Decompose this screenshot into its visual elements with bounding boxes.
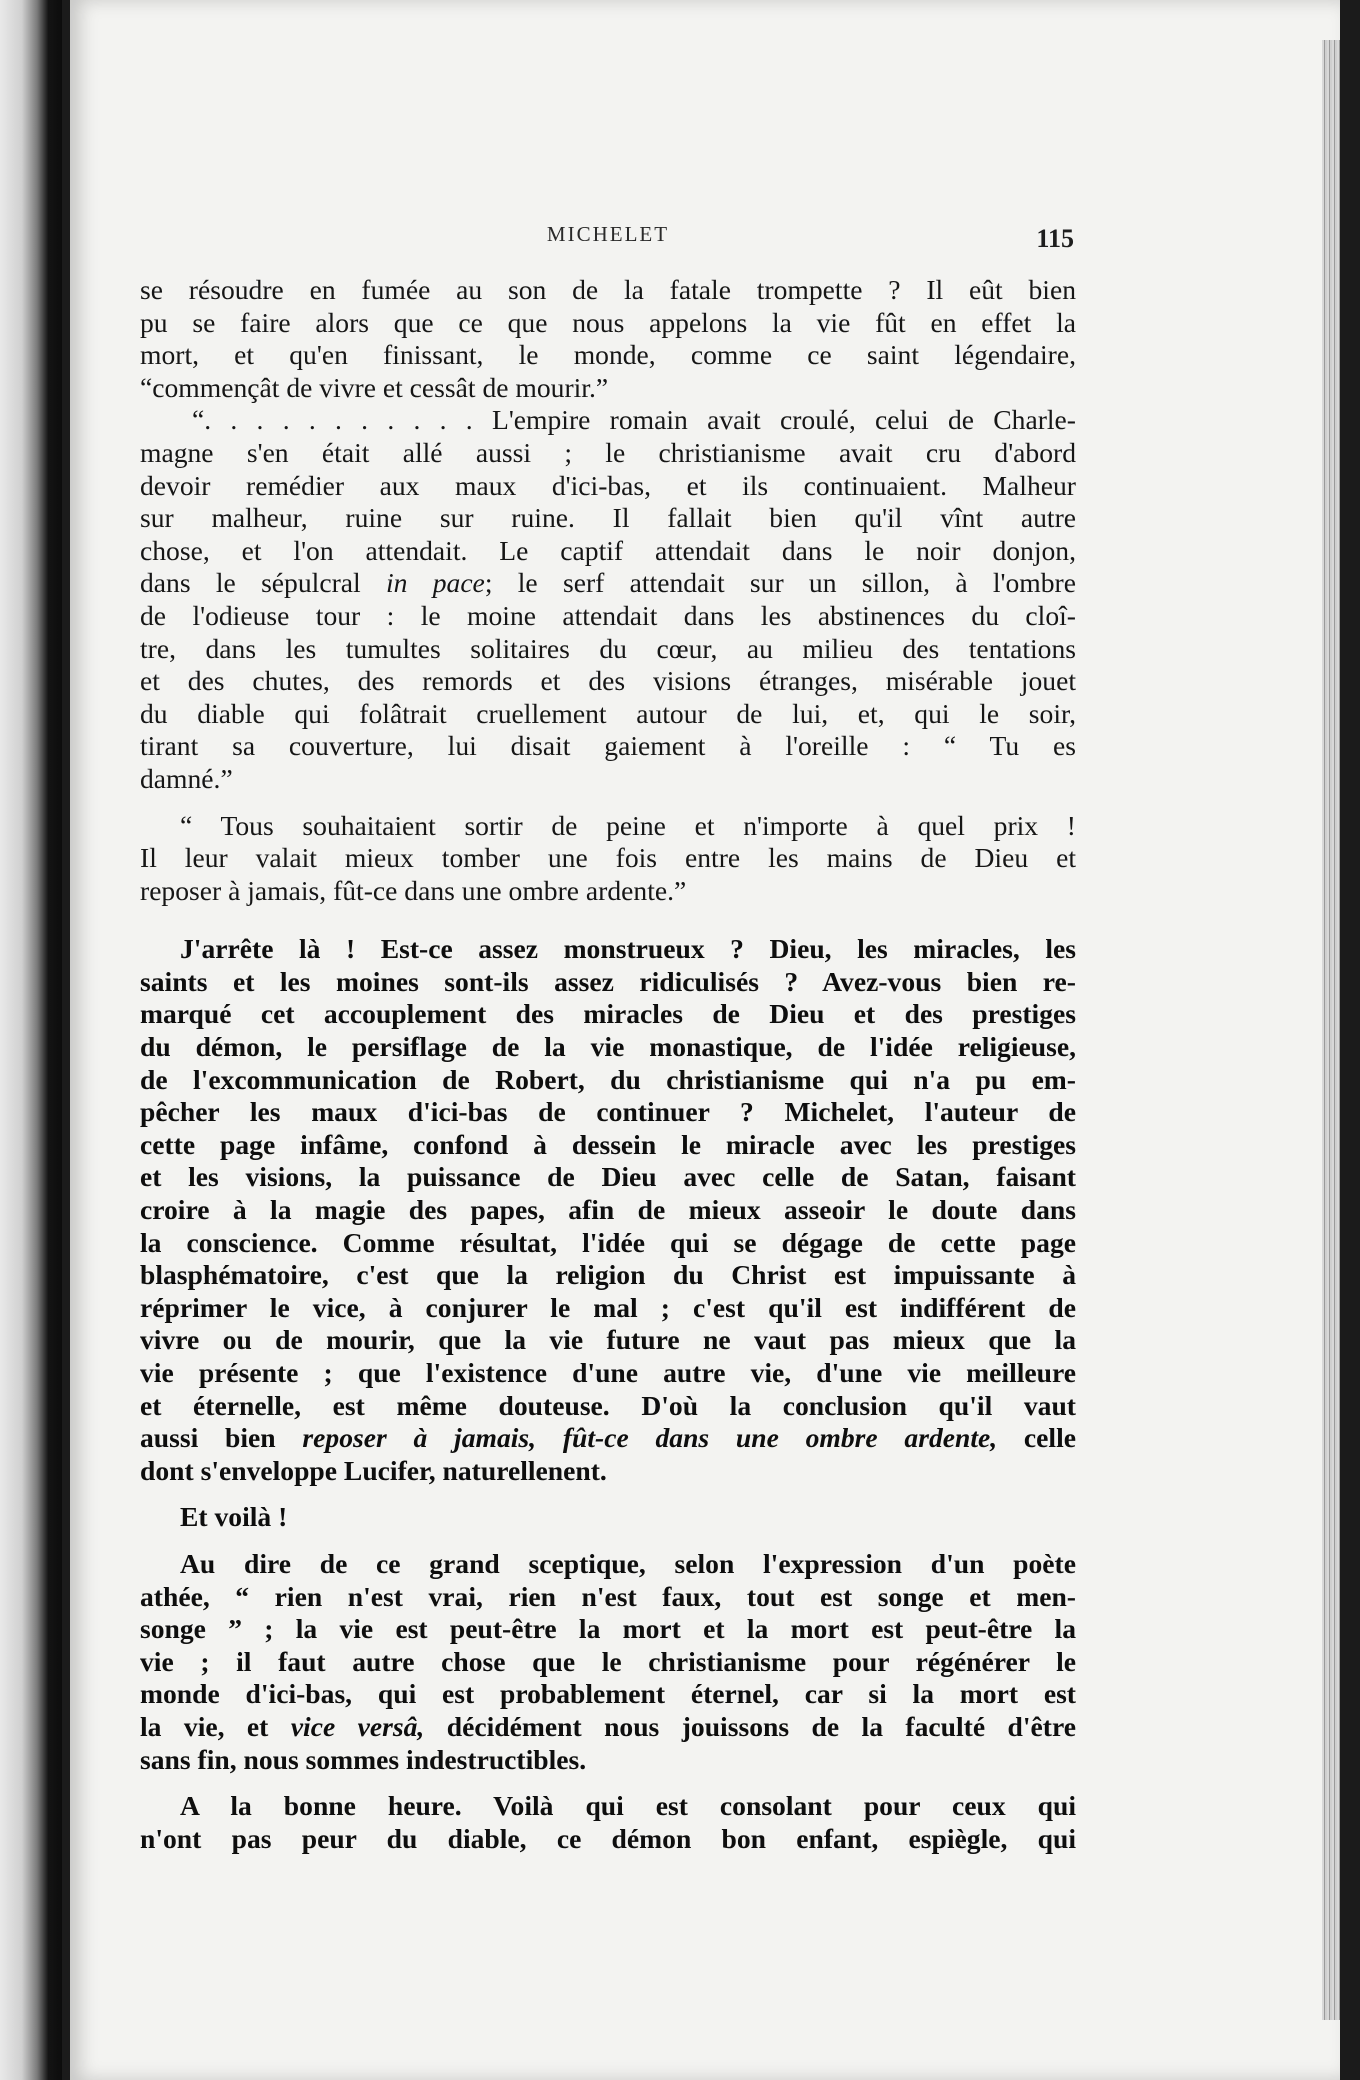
text-line: magne s'en était allé aussi ; le christianisme avait cru d'abord — [140, 436, 1076, 468]
text-line: du diable qui folâtrait cruellement autour de lui, et, qui le soir, — [140, 697, 1076, 729]
text-line: se résoudre en fumée au son de la fatale trompette ? Il eût bien — [140, 274, 1076, 305]
text-line: songe ” ; la vie est peut-être la mort et la mort est peut-être la — [140, 1613, 1076, 1645]
text-line: et les visions, la puissance de Dieu avec celle de Satan, faisant — [140, 1161, 1076, 1193]
text-fragment: celle — [1023, 1422, 1076, 1454]
text-line: blasphématoire, c'est que la religion du Christ est impuissante à — [140, 1259, 1076, 1291]
text-line: pêcher les maux d'ici-bas de continuer ? Michelet, l'auteur de — [140, 1096, 1076, 1128]
text-fragment: la vie, et — [140, 1710, 269, 1742]
text-line: réprimer le vice, à conjurer le mal ; c'est qu'il est indifférent de — [140, 1291, 1076, 1323]
text-line: Au dire de ce grand sceptique, selon l'expression d'un poète — [180, 1547, 1076, 1579]
quote-continuation — [140, 274, 1076, 404]
text-line: sur malheur, ruine sur ruine. Il fallait bien qu'il vînt autre — [140, 502, 1076, 534]
text-line: sans fin, nous sommes indestructibles. — [140, 1743, 587, 1775]
text-line: vie présente ; que l'existence d'une autre vie, d'une vie meilleure — [140, 1357, 1076, 1388]
text-line: vivre ou de mourir, que la vie future ne vaut pas mieux que la — [140, 1324, 1076, 1356]
page-body — [140, 274, 1076, 1855]
text-line — [140, 1422, 1076, 1455]
page-fore-edge — [1322, 40, 1340, 2020]
text-fragment: dans le sépulcral — [140, 567, 361, 599]
book-gutter — [0, 0, 62, 2080]
text-line: “. . . . . . . . . . . L'empire romain avait croulé, celui de Charle- — [192, 404, 1076, 436]
text-line: saints et les moines sont-ils assez ridiculisés ? Avez-vous bien re- — [140, 965, 1076, 997]
text-fragment: aussi bien — [140, 1422, 276, 1454]
text-line: cette page infâme, confond à dessein le miracle avec les prestiges — [140, 1128, 1076, 1160]
text-line: A la bonne heure. Voilà qui est consolant pour ceux qui — [180, 1790, 1076, 1822]
text-line: tre, dans les tumultes solitaires du cœur, au milieu des tentations — [140, 632, 1076, 664]
paragraph — [140, 1501, 1076, 1534]
text-line — [140, 1711, 1076, 1744]
paragraph — [140, 933, 1076, 1487]
text-line: Il leur valait mieux tomber une fois entre les mains de Dieu et — [140, 842, 1076, 874]
italic-fragment: reposer à jamais, fût-ce dans une ombre ardente, — [302, 1422, 998, 1454]
text-line: la conscience. Comme résultat, l'idée qui se dégage de cette page — [140, 1226, 1076, 1258]
italic-fragment: vice versâ, — [290, 1710, 425, 1742]
text-line: du démon, le persiflage de la vie monastique, de l'idée religieuse, — [140, 1031, 1076, 1063]
italic-fragment: in pace — [385, 567, 485, 599]
text-line: et éternelle, est même douteuse. D'où la conclusion qu'il vaut — [140, 1389, 1076, 1421]
page-header — [142, 222, 1074, 262]
text-line: reposer à jamais, fût-ce dans une ombre ardente.” — [140, 874, 687, 906]
paragraph — [140, 1790, 1076, 1855]
text-line — [140, 567, 1076, 600]
quoted-passage — [140, 810, 1076, 908]
text-line: devoir remédier aux maux d'ici-bas, et ils continuaient. Malheur — [140, 469, 1076, 501]
text-line: athée, “ rien n'est vrai, rien n'est faux, tout est songe et men- — [140, 1580, 1076, 1612]
text-line: de l'excommunication de Robert, du christianisme qui n'a pu em- — [140, 1063, 1076, 1095]
text-line: et des chutes, des remords et des visions étranges, misérable jouet — [140, 665, 1076, 697]
text-line: de l'odieuse tour : le moine attendait dans les abstinences du cloî- — [140, 599, 1076, 631]
page-number: 115 — [1036, 224, 1074, 253]
running-head: MICHELET — [546, 222, 670, 246]
text-line: tirant sa couverture, lui disait gaiement à l'oreille : “ Tu es — [140, 730, 1076, 762]
text-line: monde d'ici-bas, qui est probablement éternel, car si la mort est — [140, 1678, 1076, 1710]
quoted-passage — [140, 404, 1076, 795]
text-line: damné.” — [140, 762, 233, 794]
text-line: “ Tous souhaitaient sortir de peine et n'importe à quel prix ! — [180, 809, 1076, 841]
text-fragment: ; le serf attendait sur un sillon, à l'ombre — [484, 567, 1076, 599]
text-line: n'ont pas peur du diable, ce démon bon enfant, espiègle, qui — [140, 1822, 1076, 1854]
text-line: croire à la magie des papes, afin de mieux asseoir le doute dans — [140, 1194, 1076, 1226]
text-line: pu se faire alors que ce que nous appelons la vie fût en effet la — [140, 306, 1076, 338]
text-line: dont s'enveloppe Lucifer, naturellenent. — [140, 1454, 607, 1486]
text-line: “commençât de vivre et cessât de mourir.” — [140, 371, 609, 403]
paragraph — [140, 1548, 1076, 1776]
text-line: vie ; il faut autre chose que le christianisme pour régénérer le — [140, 1645, 1076, 1677]
text-line: Et voilà ! — [180, 1501, 288, 1533]
text-line: mort, et qu'en finissant, le monde, comme ce saint légendaire, — [140, 339, 1076, 371]
text-line: chose, et l'on attendait. Le captif attendait dans le noir donjon, — [140, 534, 1076, 566]
text-line: J'arrête là ! Est-ce assez monstrueux ? Dieu, les miracles, les — [180, 933, 1076, 965]
text-fragment: décidément nous jouissons de la faculté d'être — [446, 1710, 1076, 1742]
text-line: marqué cet accouplement des miracles de Dieu et des prestiges — [140, 998, 1076, 1030]
